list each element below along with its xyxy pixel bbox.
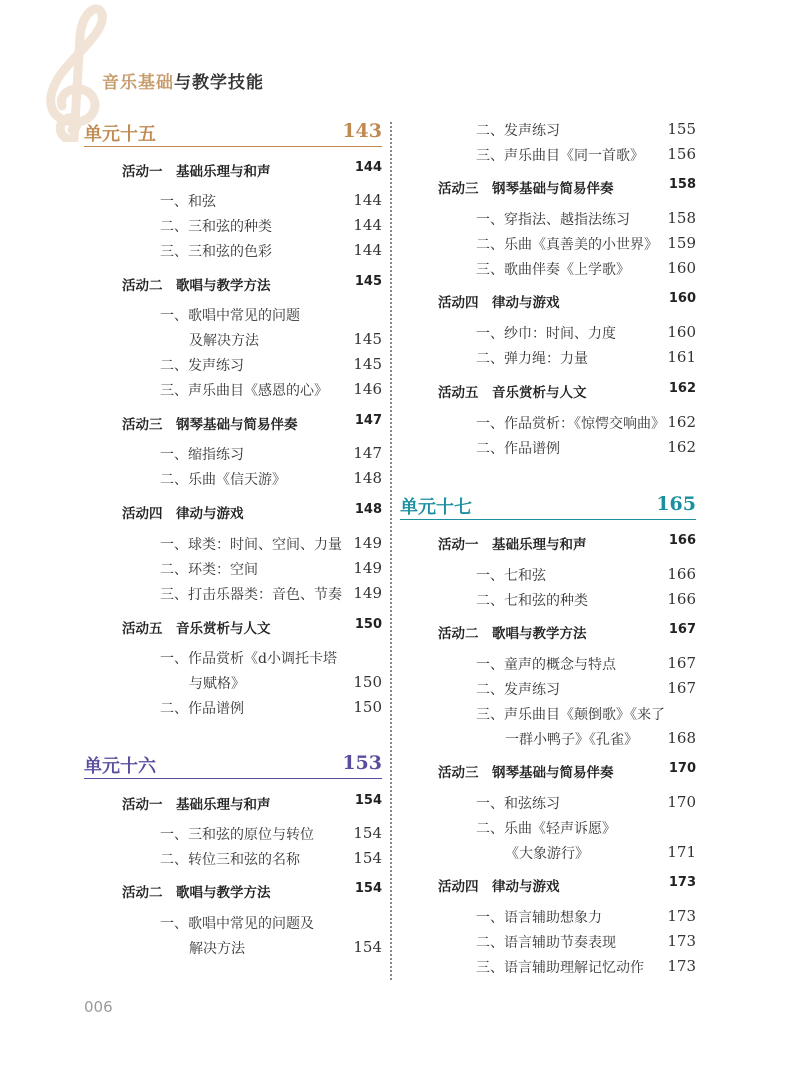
- activity-title: 活动一 基础乐理与和声: [122, 797, 271, 813]
- toc-item-page: 171: [667, 843, 696, 861]
- unit-17-underline: [400, 519, 696, 520]
- toc-item-page: 170: [667, 793, 696, 811]
- toc-item[interactable]: [84, 380, 382, 400]
- activity-page: 154: [354, 793, 382, 808]
- activity-row[interactable]: [400, 622, 696, 642]
- unit-16-page: 153: [342, 752, 382, 774]
- toc-item-page: 166: [667, 590, 696, 608]
- toc-item-title-continued: 《大象游行》: [505, 846, 589, 862]
- toc-item-page: 145: [353, 330, 382, 348]
- toc-item-title-continued: 一群小鸭子》《孔雀》: [505, 732, 638, 748]
- activity-title: 活动三 钢琴基础与简易伴奏: [438, 765, 614, 781]
- toc-item-title: 一、作品赏析《d小调托卡塔: [160, 651, 337, 667]
- toc-item-title: 二、乐曲《真善美的小世界》: [476, 237, 658, 253]
- book-title: [102, 68, 264, 93]
- unit-16-underline: [84, 778, 382, 779]
- toc-item-title: 一、七和弦: [476, 568, 546, 584]
- toc-item-title: 三、声乐曲目《颠倒歌》《来了: [476, 707, 665, 723]
- toc-item[interactable]: [400, 818, 696, 863]
- toc-item[interactable]: [84, 584, 382, 604]
- toc-item[interactable]: [84, 559, 382, 579]
- toc-item-page: 144: [353, 241, 382, 259]
- toc-item[interactable]: [400, 209, 696, 229]
- activity-row[interactable]: [84, 793, 382, 813]
- book-title-part1: 音乐基础: [102, 73, 174, 93]
- toc-item[interactable]: [400, 259, 696, 279]
- toc-item-title: 一、穿指法、越指法练习: [476, 212, 630, 228]
- activity-page: 167: [668, 622, 696, 637]
- toc-item-page: 160: [667, 323, 696, 341]
- activity-row[interactable]: [400, 875, 696, 895]
- toc-item-title: 一、语言辅助想象力: [476, 910, 602, 926]
- activity-title: 活动一 基础乐理与和声: [438, 537, 587, 553]
- activity-page: 170: [668, 761, 696, 776]
- toc-item-page: 162: [667, 413, 696, 431]
- toc-item[interactable]: [84, 355, 382, 375]
- toc-item-title-continued: 解决方法: [189, 941, 245, 957]
- toc-item-title: 二、语言辅助节奏表现: [476, 935, 616, 951]
- toc-item-page: 161: [667, 348, 696, 366]
- toc-item-title: 二、七和弦的种类: [476, 593, 588, 609]
- toc-item[interactable]: [84, 469, 382, 489]
- toc-item-page: 145: [353, 355, 382, 373]
- toc-item[interactable]: [400, 323, 696, 343]
- toc-item-title: 一、和弦: [160, 194, 216, 210]
- activity-title: 活动二 歌唱与教学方法: [122, 885, 271, 901]
- activity-row[interactable]: [84, 160, 382, 180]
- activity-row[interactable]: [84, 617, 382, 637]
- activity-page: 166: [668, 533, 696, 548]
- toc-item[interactable]: [400, 234, 696, 254]
- activity-row[interactable]: [400, 177, 696, 197]
- toc-item-title: 一、童声的概念与特点: [476, 657, 616, 673]
- toc-item-page: 162: [667, 438, 696, 456]
- page-number: 006: [84, 998, 113, 1016]
- toc-item[interactable]: [84, 824, 382, 844]
- toc-item[interactable]: [84, 534, 382, 554]
- activity-page: 173: [668, 875, 696, 890]
- activity-page: 148: [354, 502, 382, 517]
- activity-title: 活动三 钢琴基础与简易伴奏: [438, 181, 614, 197]
- activity-title: 活动四 律动与游戏: [122, 506, 244, 522]
- toc-item[interactable]: [84, 913, 382, 958]
- unit-16-heading[interactable]: [84, 752, 382, 778]
- toc-item[interactable]: [84, 241, 382, 261]
- toc-item[interactable]: [84, 191, 382, 211]
- toc-item[interactable]: [84, 305, 382, 350]
- activity-page: 162: [668, 381, 696, 396]
- toc-item-page: 149: [353, 534, 382, 552]
- toc-item-title: 三、声乐曲目《同一首歌》: [476, 148, 644, 164]
- toc-item-title: 一、球类：时间、空间、力量: [160, 537, 342, 553]
- activity-title: 活动一 基础乐理与和声: [122, 164, 271, 180]
- activity-page: 150: [354, 617, 382, 632]
- toc-item-page: 159: [667, 234, 696, 252]
- unit-15-heading[interactable]: [84, 120, 382, 146]
- unit-15-title: 单元十五: [84, 124, 156, 145]
- toc-item-title: 一、和弦练习: [476, 796, 560, 812]
- toc-item-title-continued: 与赋格》: [189, 676, 245, 692]
- toc-item-title-continued: 及解决方法: [189, 333, 259, 349]
- activity-row[interactable]: [400, 381, 696, 401]
- toc-item-page: 173: [667, 932, 696, 950]
- toc-item-page: 154: [353, 849, 382, 867]
- toc-item-page: 166: [667, 565, 696, 583]
- activity-title: 活动三 钢琴基础与简易伴奏: [122, 417, 298, 433]
- toc-item-title: 三、歌曲伴奏《上学歌》: [476, 262, 630, 278]
- toc-item-page: 147: [353, 444, 382, 462]
- unit-16-title: 单元十六: [84, 756, 156, 777]
- toc-item-page: 150: [353, 698, 382, 716]
- toc-item-title: 一、歌唱中常见的问题: [160, 308, 300, 324]
- activity-title: 活动二 歌唱与教学方法: [438, 626, 587, 642]
- column-divider: [390, 122, 392, 980]
- toc-item-title: 二、发声练习: [476, 682, 560, 698]
- activity-page: 154: [354, 881, 382, 896]
- toc-item[interactable]: [400, 679, 696, 699]
- toc-item[interactable]: [84, 216, 382, 236]
- toc-item-page: 144: [353, 191, 382, 209]
- unit-15-underline: [84, 146, 382, 147]
- unit-15-page: 143: [342, 120, 382, 142]
- activity-title: 活动五 音乐赏析与人文: [438, 385, 587, 401]
- toc-item-page: 154: [353, 824, 382, 842]
- toc-item[interactable]: [400, 793, 696, 813]
- activity-page: 160: [668, 291, 696, 306]
- toc-item-page: 158: [667, 209, 696, 227]
- toc-item-page: 173: [667, 907, 696, 925]
- toc-item-title: 二、三和弦的种类: [160, 219, 272, 235]
- toc-item-page: 146: [353, 380, 382, 398]
- toc-item-page: 167: [667, 679, 696, 697]
- activity-row[interactable]: [400, 291, 696, 311]
- activity-page: 144: [354, 160, 382, 175]
- toc-item[interactable]: [400, 438, 696, 458]
- activity-title: 活动四 律动与游戏: [438, 295, 560, 311]
- activity-row[interactable]: [400, 533, 696, 553]
- toc-item-title: 一、歌唱中常见的问题及: [160, 916, 314, 932]
- toc-item[interactable]: [400, 957, 696, 977]
- activity-row[interactable]: [400, 761, 696, 781]
- toc-item-title: 一、三和弦的原位与转位: [160, 827, 314, 843]
- toc-item-page: 154: [353, 938, 382, 956]
- toc-item-title: 二、环类：空间: [160, 562, 258, 578]
- toc-item-title: 一、缩指练习: [160, 447, 244, 463]
- activity-page: 147: [354, 413, 382, 428]
- toc-item-title: 三、打击乐器类：音色、节奏: [160, 587, 342, 603]
- toc-item-title: 三、语言辅助理解记忆动作: [476, 960, 644, 976]
- toc-item-page: 155: [667, 120, 696, 138]
- activity-title: 活动二 歌唱与教学方法: [122, 278, 271, 294]
- toc-item-page: 148: [353, 469, 382, 487]
- toc-item-page: 149: [353, 584, 382, 602]
- toc-item-page: 144: [353, 216, 382, 234]
- toc-item-title: 二、发声练习: [160, 358, 244, 374]
- toc-item-title: 二、作品谱例: [476, 441, 560, 457]
- toc-item-page: 167: [667, 654, 696, 672]
- toc-item-page: 168: [667, 729, 696, 747]
- toc-item-page: 160: [667, 259, 696, 277]
- toc-item-page: 173: [667, 957, 696, 975]
- toc-item[interactable]: [400, 348, 696, 368]
- activity-page: 158: [668, 177, 696, 192]
- toc-item[interactable]: [84, 648, 382, 693]
- toc-item[interactable]: [400, 704, 696, 749]
- toc-item[interactable]: [400, 565, 696, 585]
- toc-item-title: 一、作品赏析：《惊愕交响曲》: [476, 416, 665, 432]
- toc-item[interactable]: [84, 849, 382, 869]
- unit-17-heading[interactable]: [400, 493, 696, 519]
- activity-row[interactable]: [84, 502, 382, 522]
- toc-item-title: 二、乐曲《信天游》: [160, 472, 286, 488]
- activity-title: 活动五 音乐赏析与人文: [122, 621, 271, 637]
- toc-item[interactable]: [400, 120, 696, 140]
- toc-item-title: 二、弹力绳：力量: [476, 351, 588, 367]
- activity-page: 145: [354, 274, 382, 289]
- toc-item[interactable]: [84, 698, 382, 718]
- activity-title: 活动四 律动与游戏: [438, 879, 560, 895]
- activity-row[interactable]: [84, 413, 382, 433]
- toc-item-title: 二、转位三和弦的名称: [160, 852, 300, 868]
- toc-item[interactable]: [84, 444, 382, 464]
- book-title-part2: 与教学技能: [174, 73, 264, 93]
- activity-row[interactable]: [84, 274, 382, 294]
- toc-item[interactable]: [400, 932, 696, 952]
- toc-item[interactable]: [400, 907, 696, 927]
- unit-17-page: 165: [656, 493, 696, 515]
- toc-item[interactable]: [400, 413, 696, 433]
- activity-row[interactable]: [84, 881, 382, 901]
- toc-item-title: 二、乐曲《轻声诉愿》: [476, 821, 616, 837]
- toc-item-page: 150: [353, 673, 382, 691]
- toc-item-page: 156: [667, 145, 696, 163]
- toc-item[interactable]: [400, 654, 696, 674]
- toc-item-title: 二、发声练习: [476, 123, 560, 139]
- toc-item-title: 三、声乐曲目《感恩的心》: [160, 383, 328, 399]
- unit-17-title: 单元十七: [400, 497, 472, 518]
- toc-item-title: 二、作品谱例: [160, 701, 244, 717]
- toc-item-title: 三、三和弦的色彩: [160, 244, 272, 260]
- toc-item-page: 149: [353, 559, 382, 577]
- toc-item[interactable]: [400, 145, 696, 165]
- toc-item[interactable]: [400, 590, 696, 610]
- toc-item-title: 一、纱巾：时间、力度: [476, 326, 616, 342]
